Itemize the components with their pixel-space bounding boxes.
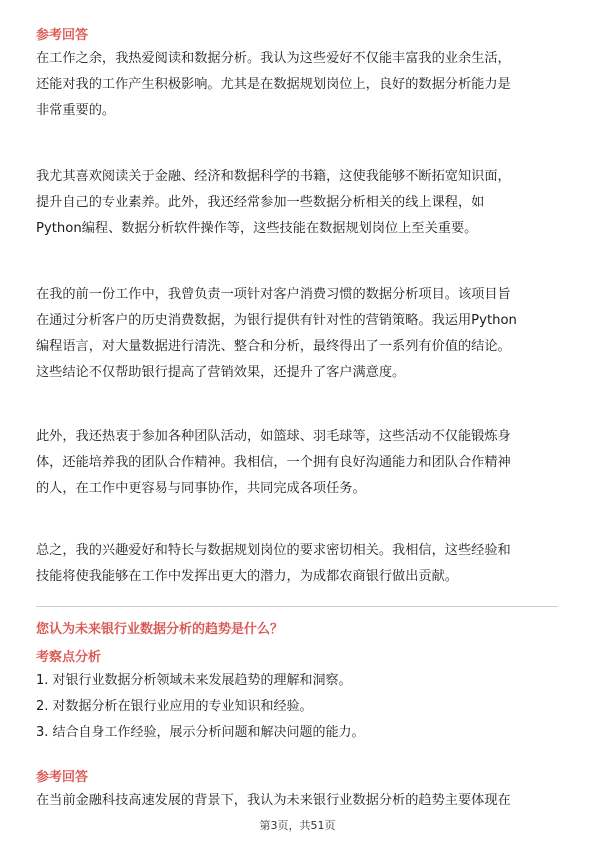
paragraph-line: 总之，我的兴趣爱好和特长与数据规划岗位的要求密切相关。我相信，这些经验和: [36, 543, 511, 558]
answer-heading: 参考回答: [36, 28, 89, 43]
paragraph-line: Python编程、数据分析软件操作等，这些技能在数据规划岗位上至关重要。: [36, 221, 478, 236]
paragraph-line: 在我的前一份工作中，我曾负责一项针对客户消费习惯的数据分析项目。该项目旨: [36, 287, 511, 302]
paragraph-line: 在通过分析客户的历史消费数据，为银行提供有针对性的营销策略。我运用Python: [36, 313, 517, 328]
answer-paragraph-1: [36, 46, 558, 124]
paragraph-line: 的人，在工作中更容易与同事协作，共同完成各项任务。: [36, 481, 366, 496]
list-item: 2. 对数据分析在银行业应用的专业知识和经验。: [36, 699, 313, 714]
paragraph-line: 在当前金融科技高速发展的背景下，我认为未来银行业数据分析的趋势主要体现在: [36, 793, 511, 808]
answer-paragraph-3: [36, 282, 558, 386]
paragraph-line: 在工作之余，我热爱阅读和数据分析。我认为这些爱好不仅能丰富我的业余生活，: [36, 51, 511, 66]
answer-paragraph-4: [36, 424, 558, 502]
paragraph-line: 非常重要的。: [36, 103, 116, 118]
paragraph-line: 我尤其喜欢阅读关于金融、经济和数据科学的书籍，这使我能够不断拓宽知识面，: [36, 169, 511, 184]
question-title: 您认为未来银行业数据分析的趋势是什么？: [36, 622, 284, 637]
section-divider: [36, 606, 558, 607]
list-item: 1. 对银行业数据分析领域未来发展趋势的理解和洞察。: [36, 673, 352, 688]
answer-heading: 参考回答: [36, 770, 89, 785]
paragraph-line: 提升自己的专业素养。此外，我还经常参加一些数据分析相关的线上课程，如: [36, 195, 485, 210]
paragraph-line: 还能对我的工作产生积极影响。尤其是在数据规划岗位上，良好的数据分析能力是: [36, 77, 511, 92]
answer-paragraph-final: [36, 788, 558, 814]
analysis-heading: 考察点分析: [36, 650, 102, 665]
paragraph-line: 编程语言，对大量数据进行清洗、整合和分析，最终得出了一系列有价值的结论。: [36, 339, 511, 354]
list-item: 3. 结合自身工作经验，展示分析问题和解决问题的能力。: [36, 725, 365, 740]
answer-paragraph-5: [36, 538, 558, 590]
paragraph-line: 此外，我还热衷于参加各种团队活动，如篮球、羽毛球等，这些活动不仅能锻炼身: [36, 429, 511, 444]
page-footer: 第3页，共51页: [259, 819, 336, 832]
paragraph-line: 这些结论不仅帮助银行提高了营销效果，还提升了客户满意度。: [36, 365, 406, 380]
paragraph-line: 技能将使我能够在工作中发挥出更大的潜力，为成都农商银行做出贡献。: [36, 569, 458, 584]
analysis-list: [36, 670, 558, 748]
answer-paragraph-2: [36, 164, 558, 242]
paragraph-line: 体，还能培养我的团队合作精神。我相信，一个拥有良好沟通能力和团队合作精神: [36, 455, 511, 470]
